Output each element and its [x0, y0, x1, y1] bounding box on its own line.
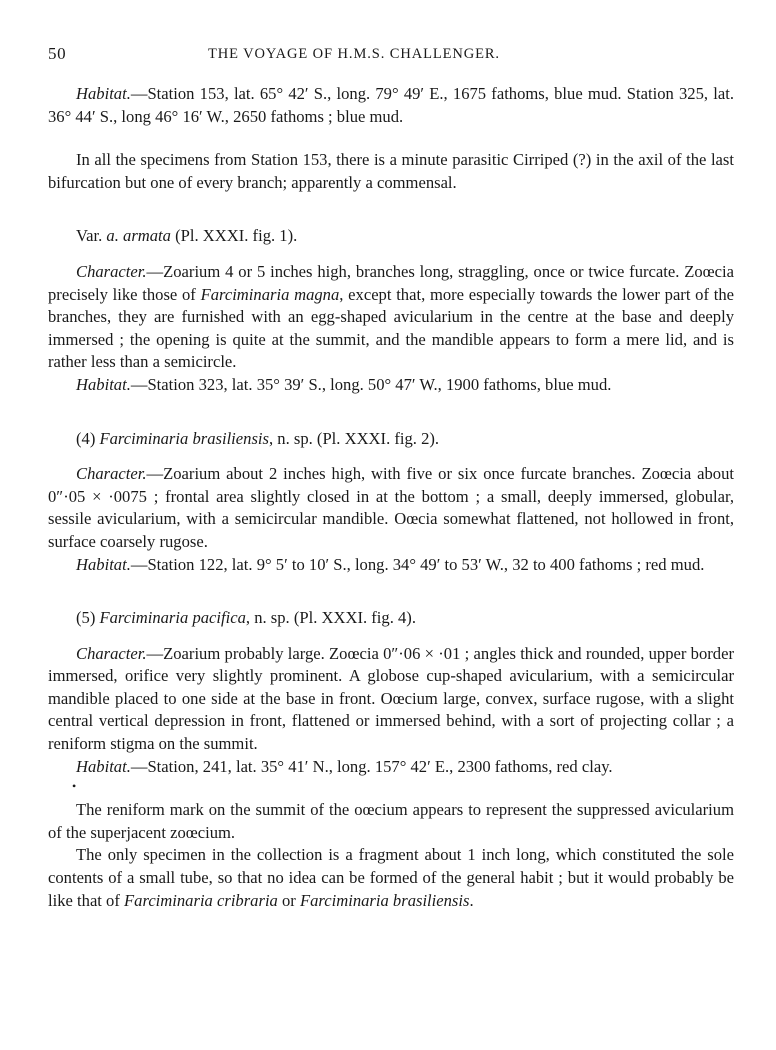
var-suffix: (Pl. XXXI. fig. 1). [170, 226, 298, 246]
species-number: (5) [76, 608, 100, 628]
species-name: Farciminaria brasiliensis [299, 890, 470, 910]
reniform-note-paragraph: The reniform mark on the summit of the oœcium appears to represent the suppressed avicularium of the superjacent zoœcium. [48, 800, 734, 842]
page [48, 44, 734, 912]
var-prefix: Var. [76, 226, 107, 246]
note-text: or [277, 890, 300, 910]
page-number: 50 [48, 44, 67, 63]
habitat-text: —Station, 241, lat. 35° 41′ N., long. 157° 42′ E., 2300 fathoms, red clay. [130, 756, 613, 776]
species-5-character-paragraph [48, 643, 734, 756]
running-title: THE VOYAGE OF H.M.S. CHALLENGER. [208, 46, 500, 62]
character-label: Character. [76, 464, 147, 484]
species-4-character-paragraph [48, 463, 734, 553]
character-label: Character. [76, 643, 147, 663]
character-label: Character. [76, 261, 147, 281]
stray-mark: • [72, 778, 77, 793]
character-text: —Zoarium about 2 inches high, with five or six once furcate branches. Zoœcia about 0″·05 × ·0075 ; frontal area slightly closed in at the bottom ; a small, deeply immersed, globular, sessile avicularium, with a semicircular mandible. Oœcia somewhat flattened, not hollowed in front, surface coarsely rugose. [48, 464, 734, 551]
species-number: (4) [76, 428, 100, 448]
species-5-habitat-paragraph [48, 756, 734, 779]
species-5-heading [48, 607, 734, 630]
species-suffix: , n. sp. (Pl. XXXI. fig. 4). [245, 608, 416, 628]
species-4-heading [48, 428, 734, 451]
species-name: Farciminaria brasiliensis [99, 428, 269, 448]
var-armata-heading [48, 225, 734, 248]
character-text: —Zoarium 4 or 5 inches high, branches long, straggling, once or twice furcate. Zoœcia precisely like those of [48, 261, 734, 304]
habitat-text: —Station 323, lat. 35° 39′ S., long. 50° 47′ W., 1900 fathoms, blue mud. [130, 374, 612, 394]
running-head [48, 44, 734, 68]
habitat-label: Habitat. [76, 756, 131, 776]
parasite-note-paragraph: In all the specimens from Station 153, there is a minute parasitic Cirriped (?) in the axil of the last bifurcation but one of every branch; apparently a commensal. [48, 150, 734, 192]
note-text: The only specimen in the collection is a fragment about 1 inch long, which constituted the sole contents of a small tube, so that no idea can be formed of the general habit ; but it would probably be like that of [48, 845, 734, 910]
habitat-label: Habitat. [76, 374, 131, 394]
var-name: a. armata [106, 226, 171, 246]
species-name: Farciminaria pacifica [99, 608, 246, 628]
species-name: Farciminaria magna [200, 284, 340, 304]
habitat-paragraph-intro [48, 83, 734, 128]
habitat-text: —Station 122, lat. 9° 5′ to 10′ S., long. 34° 49′ to 53′ W., 32 to 400 fathoms ; red mud. [130, 554, 705, 574]
species-4-habitat-paragraph [48, 554, 734, 577]
note-text: . [469, 890, 474, 910]
specimen-note-paragraph [48, 844, 734, 912]
character-text: , except that, more especially towards the lower part of the branches, they are furnished with an egg-shaped avicularium in the centre at the base and deeply immersed ; the opening is quite at the summit, and the mandible appears to form a mere lid, and is rather less than a semicircle. [48, 284, 734, 372]
habitat-text: —Station 153, lat. 65° 42′ S., long. 79° 49′ E., 1675 fathoms, blue mud. Station 325, lat. 36° 44′ S., long 46° 16′ W., 2650 fathoms ; blue mud. [48, 84, 734, 126]
species-suffix: , n. sp. (Pl. XXXI. fig. 2). [268, 428, 440, 448]
habitat-label: Habitat. [76, 554, 131, 574]
habitat-label: Habitat. [76, 84, 131, 103]
species-name: Farciminaria cribraria [124, 890, 278, 910]
character-text: —Zoarium probably large. Zoœcia 0″·06 × ·01 ; angles thick and rounded, upper border immersed, orifice very slightly prominent. A globose cup-shaped avicularium, with a semicircular mandible placed to one side at the base in front. Oœcium large, convex, surface rugose, with a slight central vertical depression in front, flattened or immersed behind, with a sort of projecting collar ; a reniform stigma on the summit. [48, 643, 734, 754]
var-armata-habitat-paragraph [48, 374, 734, 397]
var-armata-character-paragraph [48, 261, 734, 374]
